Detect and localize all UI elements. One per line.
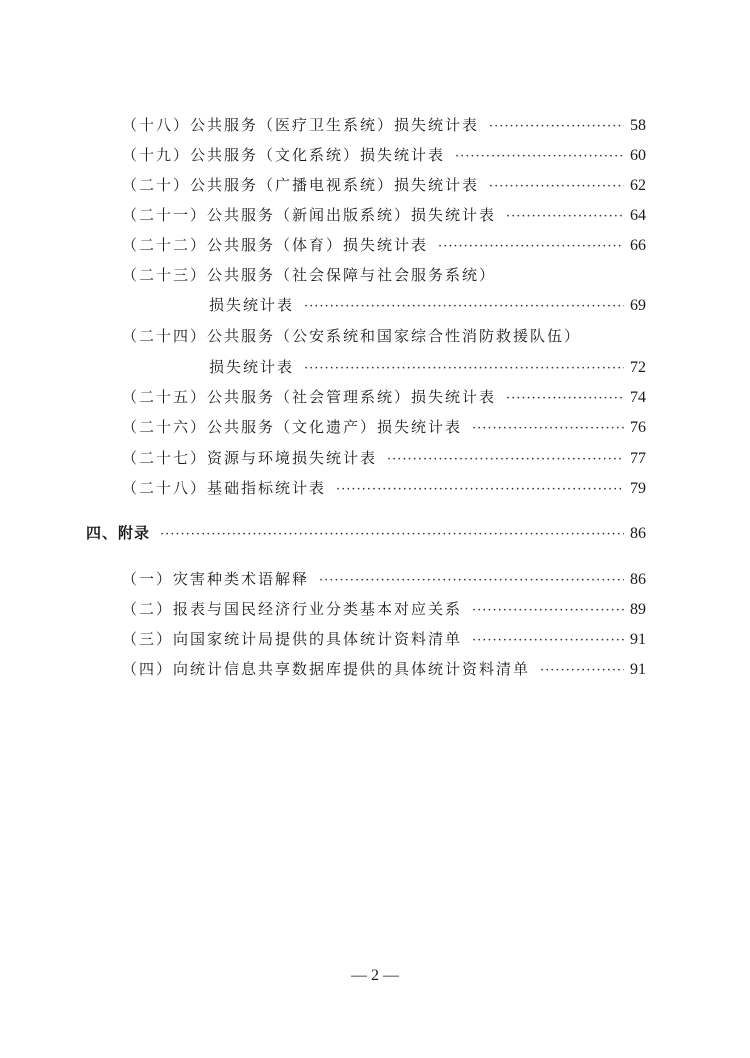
toc-entry[interactable]: [122, 115, 646, 137]
toc-entry-label: （二十七）资源与环境损失统计表: [122, 449, 378, 467]
toc-appendix-entry[interactable]: [122, 659, 646, 681]
toc-entry-label: （二十八）基础指标统计表: [122, 479, 327, 497]
toc-appendix-entry[interactable]: [122, 629, 646, 651]
toc-entry[interactable]: [122, 448, 646, 470]
toc-entry-label: （二十五）公共服务（社会管理系统）损失统计表: [122, 388, 497, 406]
toc-entry[interactable]: [122, 145, 646, 167]
toc-page-number: 79: [630, 480, 646, 497]
toc-entry-label: （二十一）公共服务（新闻出版系统）损失统计表: [122, 206, 497, 224]
toc-leader-dots: [438, 237, 624, 257]
toc-entry-label: （一）灾害种类术语解释: [122, 570, 310, 588]
toc-entry-continuation[interactable]: [209, 357, 646, 379]
toc-entry-label: 损失统计表: [209, 296, 295, 314]
toc-page-number: 58: [630, 117, 646, 134]
toc-entry[interactable]: [122, 387, 646, 409]
toc-entry[interactable]: [122, 417, 646, 439]
toc-leader-dots: [160, 525, 624, 545]
toc-entry[interactable]: [122, 478, 646, 500]
page-number-footer: — 2 —: [351, 967, 399, 984]
toc-entry-label: （二十）公共服务（广播电视系统）损失统计表: [122, 176, 480, 194]
toc-entry-label: （十九）公共服务（文化系统）损失统计表: [122, 146, 446, 164]
toc-leader-dots: [472, 601, 624, 621]
toc-page-number: 91: [630, 631, 646, 648]
toc-page-number: 74: [630, 389, 646, 406]
toc-entry-continuation[interactable]: [209, 295, 646, 317]
toc-leader-dots: [472, 631, 624, 651]
toc-entry-label: （二）报表与国民经济行业分类基本对应关系: [122, 600, 463, 618]
toc-entry[interactable]: [122, 235, 646, 257]
toc-page-number: 60: [630, 147, 646, 164]
toc-entry-label: （二十二）公共服务（体育）损失统计表: [122, 236, 429, 254]
toc-entry-label: （二十四）公共服务（公安系统和国家综合性消防救援队伍）: [122, 327, 582, 345]
toc-leader-dots: [506, 207, 624, 227]
toc-page-number: 66: [630, 237, 646, 254]
toc-leader-dots: [336, 480, 624, 500]
toc-section-label: 四、附录: [86, 524, 151, 542]
toc-section-appendix[interactable]: [86, 523, 646, 545]
toc-leader-dots: [540, 661, 624, 681]
toc-entry[interactable]: [122, 326, 646, 346]
toc-page-number: 69: [630, 297, 646, 314]
toc-page-number: 72: [630, 359, 646, 376]
toc-page-number: 89: [630, 601, 646, 618]
toc-page-number: 77: [630, 450, 646, 467]
toc-leader-dots: [304, 359, 624, 379]
toc-leader-dots: [489, 117, 624, 137]
toc-page-number: 91: [630, 661, 646, 678]
toc-entry-label: （二十三）公共服务（社会保障与社会服务系统）: [122, 266, 497, 284]
toc-entry-label: （十八）公共服务（医疗卫生系统）损失统计表: [122, 116, 480, 134]
toc-leader-dots: [506, 389, 624, 409]
toc-appendix-entry[interactable]: [122, 569, 646, 591]
toc-entry[interactable]: [122, 175, 646, 197]
toc-leader-dots: [455, 147, 624, 167]
toc-leader-dots: [304, 297, 624, 317]
toc-page-number: 86: [630, 571, 646, 588]
toc-page-number: 86: [630, 525, 646, 542]
toc-entry[interactable]: [122, 205, 646, 227]
toc-entry-label: 损失统计表: [209, 358, 295, 376]
toc-leader-dots: [387, 450, 624, 470]
toc-entry-label: （二十六）公共服务（文化遗产）损失统计表: [122, 418, 463, 436]
toc-appendix-entry[interactable]: [122, 599, 646, 621]
toc-leader-dots: [472, 419, 624, 439]
toc-entry-label: （四）向统计信息共享数据库提供的具体统计资料清单: [122, 660, 531, 678]
toc-entry[interactable]: [122, 265, 646, 285]
toc-entry-label: （三）向国家统计局提供的具体统计资料清单: [122, 630, 463, 648]
toc-page-number: 76: [630, 419, 646, 436]
toc-leader-dots: [489, 177, 624, 197]
toc-leader-dots: [319, 571, 624, 591]
toc-page-number: 62: [630, 177, 646, 194]
toc-page-number: 64: [630, 207, 646, 224]
